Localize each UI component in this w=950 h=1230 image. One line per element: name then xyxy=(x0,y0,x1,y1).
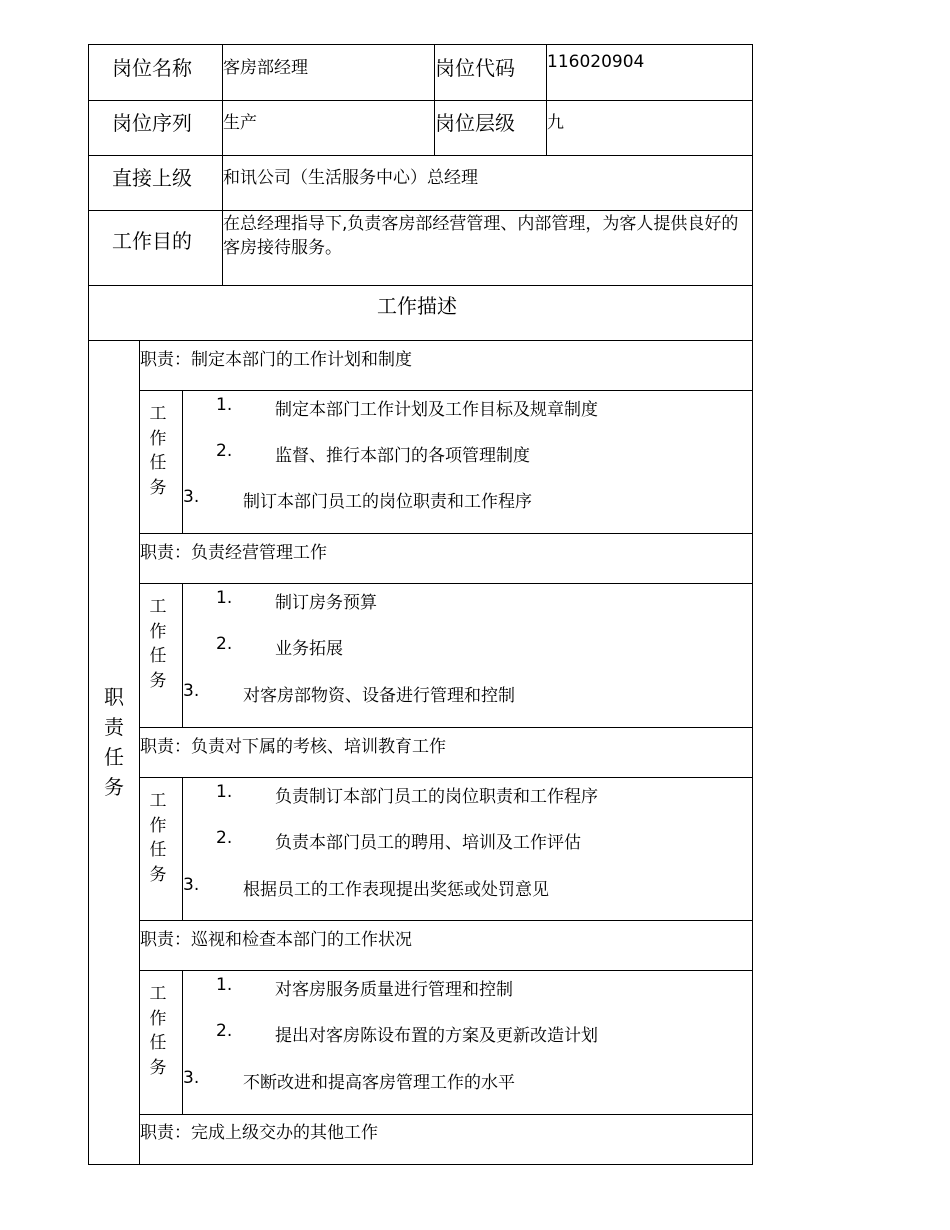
task-label: 工作任务 xyxy=(149,597,167,691)
duty-row-final xyxy=(139,1114,753,1165)
task-label: 工作任务 xyxy=(149,984,167,1078)
task-number: 1. xyxy=(216,588,233,608)
duties-label: 职责任务 xyxy=(104,685,124,799)
position-code-label: 岗位代码 xyxy=(435,56,515,80)
duties-label-cell xyxy=(88,340,140,1165)
task-label-cell xyxy=(139,583,183,728)
position-name-label-cell xyxy=(88,44,223,101)
task-list-cell xyxy=(182,583,753,728)
task-number: 2. xyxy=(216,1021,233,1041)
duty-row xyxy=(139,727,753,778)
duty-title: 职责：负责对下属的考核、培训教育工作 xyxy=(140,737,446,757)
task-label-cell xyxy=(139,970,183,1115)
task-list-cell xyxy=(182,970,753,1115)
task-label: 工作任务 xyxy=(149,404,167,498)
position-series-label-cell xyxy=(88,100,223,156)
duty-title: 职责：巡视和检查本部门的工作状况 xyxy=(140,930,412,950)
duty-title: 职责：完成上级交办的其他工作 xyxy=(140,1123,378,1143)
position-name-value-cell xyxy=(222,44,435,101)
task-number: 1. xyxy=(216,782,233,802)
task-text: 不断改进和提高客房管理工作的水平 xyxy=(243,1073,515,1093)
task-text: 监督、推行本部门的各项管理制度 xyxy=(275,446,530,466)
task-label: 工作任务 xyxy=(149,791,167,885)
task-number: 1. xyxy=(216,395,233,415)
task-label-cell xyxy=(139,777,183,921)
duty-title: 职责：制定本部门的工作计划和制度 xyxy=(140,350,412,370)
task-text: 制订本部门员工的岗位职责和工作程序 xyxy=(243,492,532,512)
task-text: 制订房务预算 xyxy=(275,593,377,613)
task-number: 3. xyxy=(183,1068,200,1088)
purpose-label: 工作目的 xyxy=(112,229,192,253)
supervisor-value-cell xyxy=(222,155,753,211)
position-code-value-cell xyxy=(546,44,753,101)
purpose-value: 在总经理指导下,负责客房部经营管理、内部管理，为客人提供良好的客房接待服务。 xyxy=(223,214,739,258)
position-level-value-cell xyxy=(546,100,753,156)
position-level-value: 九 xyxy=(547,113,564,133)
position-name-label: 岗位名称 xyxy=(112,56,192,80)
task-list-cell xyxy=(182,777,753,921)
task-number: 2. xyxy=(216,828,233,848)
supervisor-label-cell xyxy=(88,155,223,211)
task-number: 3. xyxy=(183,681,200,701)
task-text: 负责本部门员工的聘用、培训及工作评估 xyxy=(275,833,581,853)
description-title: 工作描述 xyxy=(377,294,457,318)
position-series-value: 生产 xyxy=(223,113,257,133)
task-text: 业务拓展 xyxy=(275,639,343,659)
task-text: 提出对客房陈设布置的方案及更新改造计划 xyxy=(275,1026,598,1046)
supervisor-value: 和讯公司（生活服务中心）总经理 xyxy=(223,168,478,188)
position-series-value-cell xyxy=(222,100,435,156)
task-number: 3. xyxy=(183,875,200,895)
task-label-cell xyxy=(139,390,183,534)
position-series-label: 岗位序列 xyxy=(112,111,192,135)
position-code-label-cell xyxy=(434,44,547,101)
position-name-value: 客房部经理 xyxy=(223,58,308,78)
task-list-cell xyxy=(182,390,753,534)
task-text: 制定本部门工作计划及工作目标及规章制度 xyxy=(275,400,598,420)
task-text: 根据员工的工作表现提出奖惩或处罚意见 xyxy=(243,880,549,900)
task-number: 3. xyxy=(183,487,200,507)
position-level-label-cell xyxy=(434,100,547,156)
task-text: 对客房部物资、设备进行管理和控制 xyxy=(243,686,515,706)
duty-row xyxy=(139,920,753,971)
duty-row xyxy=(139,340,753,391)
task-number: 2. xyxy=(216,634,233,654)
task-text: 负责制订本部门员工的岗位职责和工作程序 xyxy=(275,787,598,807)
task-number: 1. xyxy=(216,975,233,995)
duty-row xyxy=(139,533,753,584)
position-level-label: 岗位层级 xyxy=(435,111,515,135)
position-code-value: 116020904 xyxy=(547,52,645,72)
duty-title: 职责：负责经营管理工作 xyxy=(140,543,327,563)
task-text: 对客房服务质量进行管理和控制 xyxy=(275,980,513,1000)
task-number: 2. xyxy=(216,441,233,461)
supervisor-label: 直接上级 xyxy=(112,166,192,190)
description-title-cell xyxy=(88,285,753,341)
purpose-value-cell xyxy=(222,210,753,286)
purpose-label-cell xyxy=(88,210,223,286)
